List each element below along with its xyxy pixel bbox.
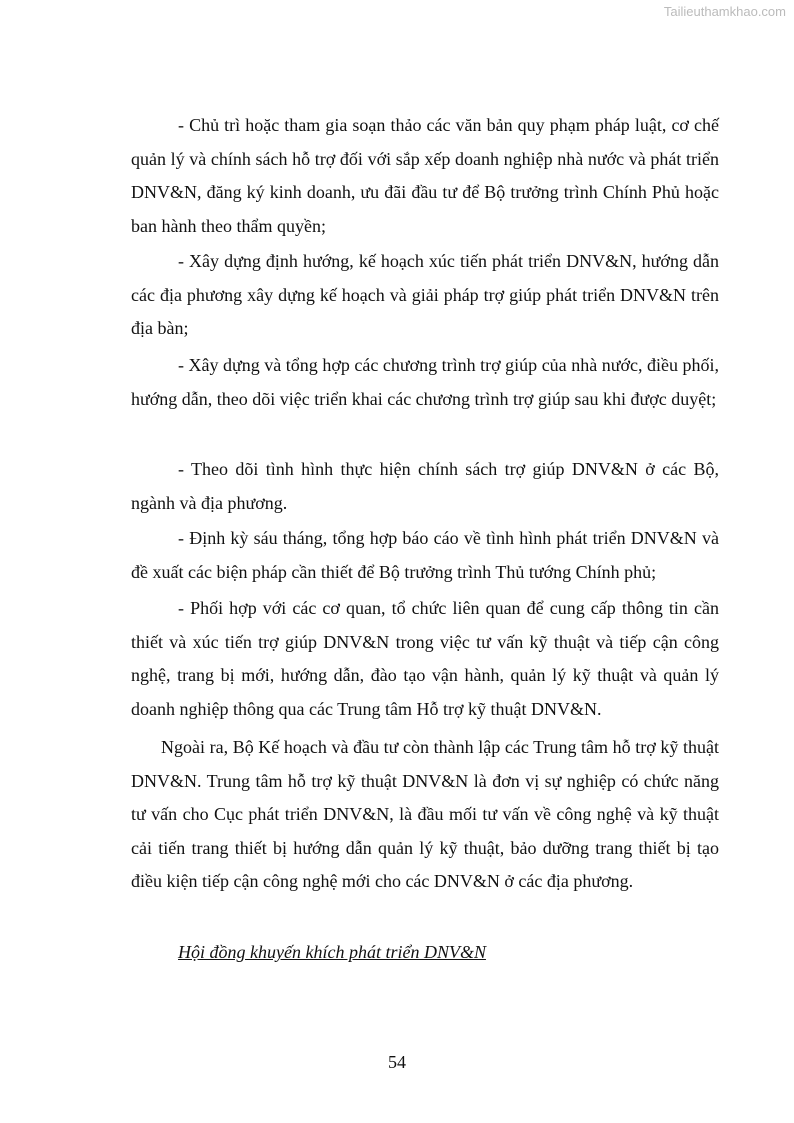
watermark: Tailieuthamkhao.com: [663, 4, 786, 19]
paragraph-support-programs: - Xây dựng và tổng hợp các chương trình trợ giúp của nhà nước, điều phối, hướng dẫn, theo dõi việc triển khai các chương trình trợ giúp sau khi được duyệt;: [131, 355, 719, 409]
paragraph-development-plan: - Xây dựng định hướng, kế hoạch xúc tiến phát triển DNV&N, hướng dẫn các địa phương xây dựng kế hoạch và giải pháp trợ giúp phát triển DNV&N trên địa bàn;: [131, 251, 719, 339]
paragraph-periodic-report: - Định kỳ sáu tháng, tổng hợp báo cáo về tình hình phát triển DNV&N và đề xuất các biện pháp cần thiết để Bộ trưởng trình Thủ tướng Chính phủ;: [131, 528, 719, 582]
paragraph-monitoring: - Theo dõi tình hình thực hiện chính sách trợ giúp DNV&N ở các Bộ, ngành và địa phương.: [131, 459, 719, 513]
paragraph-technical-centers: Ngoài ra, Bộ Kế hoạch và đầu tư còn thành lập các Trung tâm hỗ trợ kỹ thuật DNV&N. Trung tâm hỗ trợ kỹ thuật DNV&N là đơn vị sự nghiệp có chức năng tư vấn cho Cục phát triển DNV&N, là đầu mối tư vấn về công nghệ và kỹ thuật cải tiến trang thiết bị hướng dẫn quản lý kỹ thuật, bảo dưỡng trang thiết bị tạo điều kiện tiếp cận công nghệ mới cho các DNV&N ở các địa phương.: [131, 737, 719, 892]
section-heading: Hội đồng khuyến khích phát triển DNV&N: [178, 942, 486, 962]
page-number: 54: [388, 1052, 406, 1072]
paragraph-coordination: - Phối hợp với các cơ quan, tổ chức liên quan để cung cấp thông tin cần thiết và xúc tiến trợ giúp DNV&N trong việc tư vấn kỹ thuật và tiếp cận công nghệ, trang bị mới, hướng dẫn, đào tạo vận hành, quản lý kỹ thuật và quản lý doanh nghiệp thông qua các Trung tâm Hỗ trợ kỹ thuật DNV&N.: [131, 598, 719, 719]
paragraph-drafting-policy: - Chủ trì hoặc tham gia soạn thảo các văn bản quy phạm pháp luật, cơ chế quản lý và chính sách hỗ trợ đối với sắp xếp doanh nghiệp nhà nước và phát triển DNV&N, đăng ký kinh doanh, ưu đãi đầu tư để Bộ trưởng trình Chính Phủ hoặc ban hành theo thẩm quyền;: [131, 115, 719, 236]
